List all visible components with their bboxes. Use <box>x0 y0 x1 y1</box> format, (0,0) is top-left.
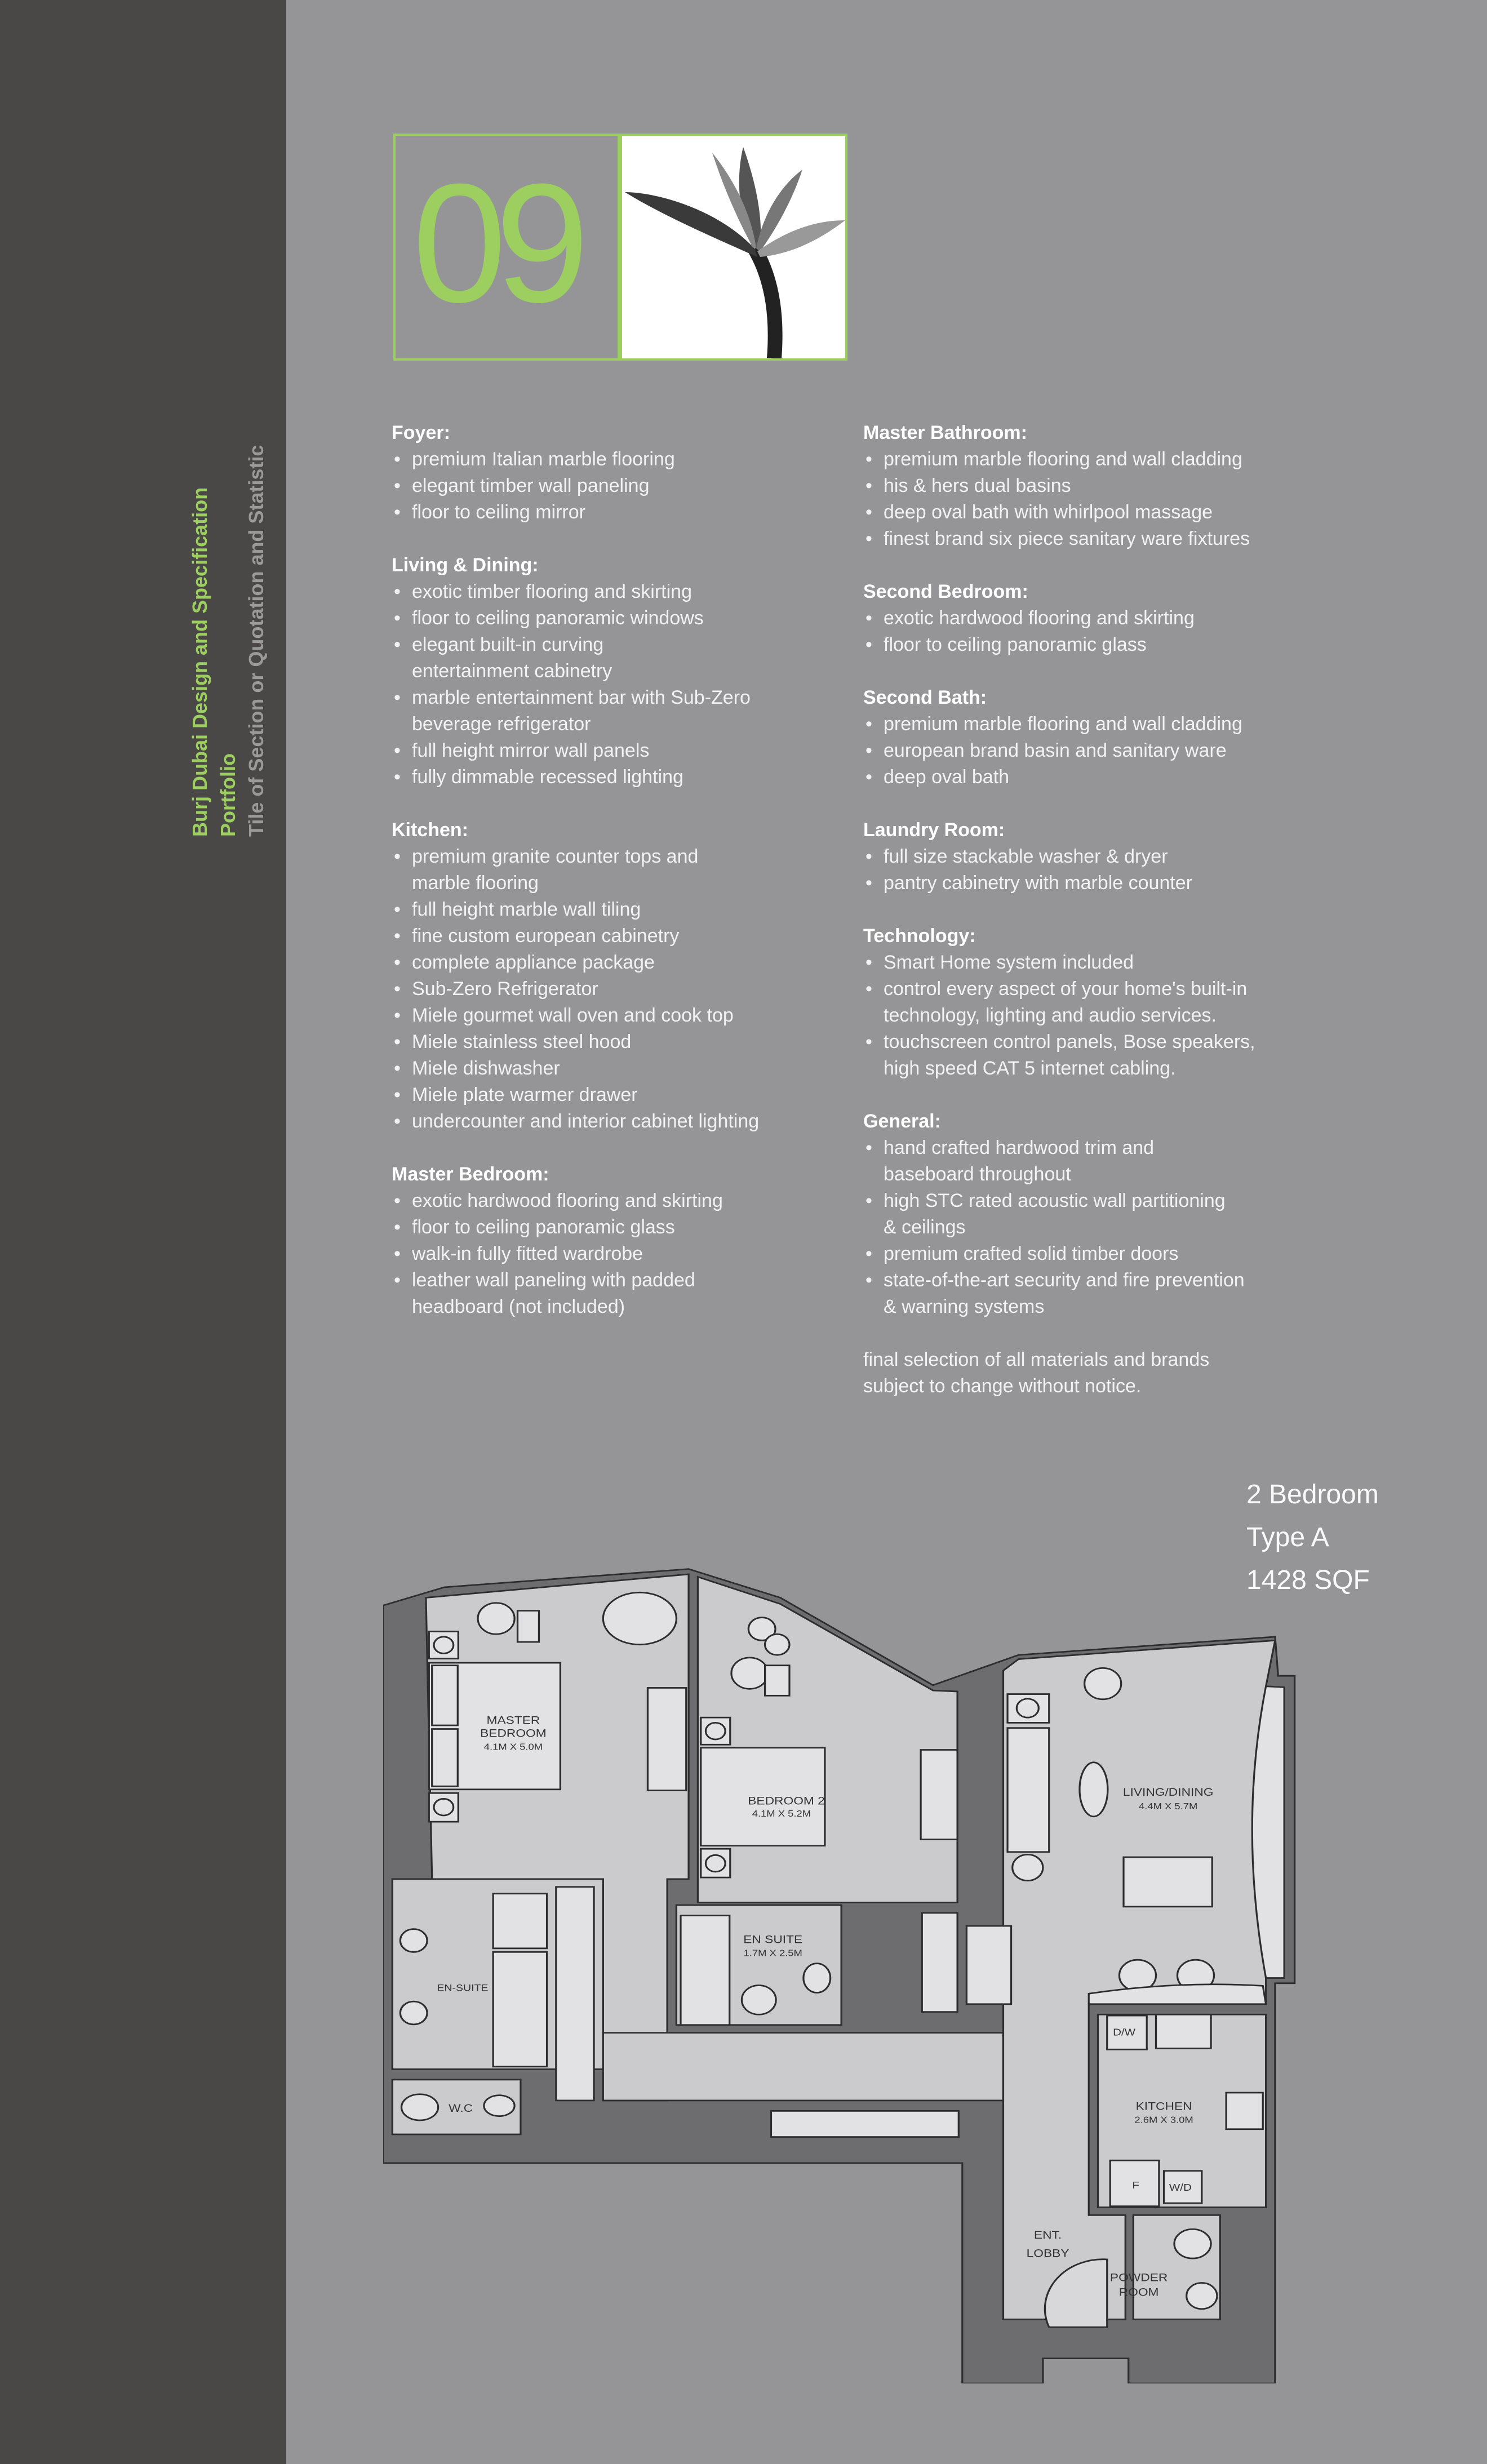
living-label: LIVING/DINING <box>1122 1786 1214 1799</box>
spec-item-text: hand crafted hardwood trim and baseboard throughout <box>884 1137 1155 1185</box>
spec-item <box>863 446 1291 473</box>
bullet-icon: • <box>394 1190 401 1211</box>
bullet-icon: • <box>394 1111 401 1132</box>
spec-item <box>863 1267 1291 1320</box>
bullet-icon: • <box>394 766 401 788</box>
bullet-icon: • <box>394 1269 401 1291</box>
unit-area: 1428 SQF <box>1246 1565 1370 1595</box>
bathtub <box>493 1952 547 2066</box>
spec-item-text: elegant timber wall paneling <box>412 475 650 496</box>
spec-item-text: fully dimmable recessed lighting <box>412 766 683 788</box>
bullet-icon: • <box>865 501 872 523</box>
spec-item <box>392 923 820 949</box>
spec-item-text: state-of-the-art security and fire prevention & warning systems <box>884 1269 1245 1317</box>
spec-item <box>863 1135 1291 1188</box>
sidebar <box>0 0 286 2464</box>
kitchen-label: KITCHEN <box>1135 2100 1192 2113</box>
spec-item <box>392 1267 820 1320</box>
bullet-icon: • <box>394 846 401 867</box>
spec-item-text: full height mirror wall panels <box>412 740 650 761</box>
spec-item <box>392 1214 820 1241</box>
spec-list <box>863 711 1291 791</box>
spec-section <box>863 1108 1291 1320</box>
fridge-label: F <box>1132 2180 1140 2191</box>
spec-item <box>392 473 820 499</box>
spec-item-text: Smart Home system included <box>884 952 1134 973</box>
en-suite-label: EN-SUITE <box>437 1982 489 1994</box>
spec-item <box>863 632 1291 658</box>
living-size: 4.4M X 5.7M <box>1138 1801 1198 1812</box>
spec-item-text: marble entertainment bar with Sub-Zero beverage refrigerator <box>412 687 751 735</box>
wc-label: W.C <box>449 2102 473 2115</box>
bullet-icon: • <box>865 952 872 973</box>
spec-list <box>392 1188 820 1320</box>
kitchen-size: 2.6M X 3.0M <box>1134 2115 1193 2125</box>
spec-item-text: deep oval bath <box>884 766 1010 788</box>
spec-item <box>392 1188 820 1214</box>
spec-heading: Second Bath: <box>863 687 987 708</box>
spec-section <box>863 685 1291 791</box>
spec-item <box>392 1029 820 1055</box>
spec-item <box>863 764 1291 791</box>
spec-item <box>863 1029 1291 1082</box>
bullet-icon: • <box>394 449 401 470</box>
spec-heading: General: <box>863 1111 941 1132</box>
master-bedroom-label-2: BEDROOM <box>480 1727 547 1739</box>
bedroom2-label: BEDROOM 2 <box>748 1795 825 1808</box>
bullet-icon: • <box>394 607 401 629</box>
spec-item <box>392 738 820 764</box>
flower-image <box>620 134 847 361</box>
bullet-icon: • <box>865 766 872 788</box>
bullet-icon: • <box>865 634 872 655</box>
spec-list <box>392 579 820 791</box>
master-bedroom-size: 4.1M X 5.0M <box>483 1742 543 1752</box>
spec-heading: Master Bathroom: <box>863 422 1027 443</box>
bullet-icon: • <box>865 846 872 867</box>
bullet-icon: • <box>394 1084 401 1106</box>
spec-section <box>392 817 820 1135</box>
spec-item-text: floor to ceiling panoramic windows <box>412 607 704 629</box>
spec-item <box>863 870 1291 896</box>
bullet-icon: • <box>865 740 872 761</box>
spec-list <box>863 949 1291 1082</box>
spec-item-text: pantry cabinetry with marble counter <box>884 872 1193 894</box>
spec-column-right <box>863 420 1291 1400</box>
bullet-icon: • <box>394 634 401 655</box>
bullet-icon: • <box>865 1243 872 1264</box>
section-number: 09 <box>412 148 578 338</box>
spec-item-text: Miele plate warmer drawer <box>412 1084 638 1106</box>
bullet-icon: • <box>865 475 872 496</box>
vertical-title <box>186 409 270 837</box>
bullet-icon: • <box>394 1005 401 1026</box>
bird-of-paradise-icon <box>622 136 845 358</box>
unit-type: Type A <box>1246 1522 1329 1552</box>
spec-heading: Second Bedroom: <box>863 581 1028 602</box>
spec-item <box>863 1188 1291 1241</box>
spec-list <box>392 446 820 526</box>
sofa <box>1007 1728 1049 1852</box>
spec-column-left <box>392 420 820 1347</box>
lobby-label-2: LOBBY <box>1026 2247 1069 2259</box>
spec-item <box>392 896 820 923</box>
bullet-icon: • <box>394 1217 401 1238</box>
bullet-icon: • <box>394 501 401 523</box>
spec-item-text: european brand basin and sanitary ware <box>884 740 1227 761</box>
spec-item <box>392 605 820 632</box>
spec-item-text: premium marble flooring and wall cladding <box>884 449 1242 470</box>
spec-item-text: exotic timber flooring and skirting <box>412 581 693 602</box>
spec-item-text: floor to ceiling mirror <box>412 501 585 523</box>
bullet-icon: • <box>865 528 872 549</box>
spec-list <box>863 446 1291 552</box>
spec-item <box>863 473 1291 499</box>
spec-section <box>392 1161 820 1320</box>
spec-item-text: full size stackable washer & dryer <box>884 846 1168 867</box>
master-tv-unit <box>647 1688 686 1790</box>
spec-item <box>392 632 820 685</box>
spec-item <box>392 976 820 1002</box>
spec-item-text: his & hers dual basins <box>884 475 1071 496</box>
bullet-icon: • <box>394 1243 401 1264</box>
section-subtitle: Tile of Section or Quotation and Statistic <box>245 445 268 837</box>
section-number-box <box>393 134 620 361</box>
disclaimer-note: final selection of all materials and brands subject to change without notice. <box>863 1349 1210 1397</box>
spec-item <box>863 949 1291 976</box>
bullet-icon: • <box>394 475 401 496</box>
spec-item-text: Miele dishwasher <box>412 1058 560 1079</box>
spec-heading: Laundry Room: <box>863 819 1005 841</box>
spec-item <box>863 738 1291 764</box>
spec-item <box>863 1241 1291 1267</box>
spec-item <box>392 579 820 605</box>
lobby-label: ENT. <box>1033 2229 1062 2241</box>
spec-item <box>392 1082 820 1108</box>
bullet-icon: • <box>394 581 401 602</box>
spec-item <box>863 526 1291 552</box>
spec-section <box>863 923 1291 1082</box>
spec-item-text: walk-in fully fitted wardrobe <box>412 1243 643 1264</box>
spec-list <box>863 605 1291 658</box>
spec-list <box>392 843 820 1135</box>
spec-item-text: premium granite counter tops and marble flooring <box>412 846 699 894</box>
bullet-icon: • <box>394 1058 401 1079</box>
spec-item <box>863 605 1291 632</box>
spec-item-text: premium crafted solid timber doors <box>884 1243 1179 1264</box>
spec-item-text: complete appliance package <box>412 952 655 973</box>
spec-section <box>392 420 820 526</box>
bullet-icon: • <box>865 713 872 735</box>
spec-item <box>392 949 820 976</box>
spec-item-text: premium marble flooring and wall cladding <box>884 713 1242 735</box>
bedroom-count: 2 Bedroom <box>1246 1480 1379 1510</box>
bullet-icon: • <box>865 872 872 894</box>
floor-plan <box>383 1566 1341 2383</box>
bullet-icon: • <box>865 1031 872 1053</box>
spec-item-text: control every aspect of your home's built-in technology, lighting and audio services. <box>884 978 1248 1026</box>
spec-item-text: Sub-Zero Refrigerator <box>412 978 598 1000</box>
bullet-icon: • <box>394 952 401 973</box>
spec-item-text: floor to ceiling panoramic glass <box>412 1217 675 1238</box>
spec-item <box>392 1055 820 1082</box>
bullet-icon: • <box>865 1190 872 1211</box>
spec-section <box>863 579 1291 658</box>
dishwasher-label: D/W <box>1113 2027 1136 2038</box>
spec-heading: Kitchen: <box>392 819 468 841</box>
spec-item <box>863 843 1291 870</box>
portfolio-title: Burj Dubai Design and Specification Portfolio <box>188 487 239 837</box>
spec-item-text: exotic hardwood flooring and skirting <box>412 1190 723 1211</box>
spec-item <box>863 499 1291 526</box>
spec-item-text: full height marble wall tiling <box>412 899 641 920</box>
spec-item-text: floor to ceiling panoramic glass <box>884 634 1147 655</box>
spec-item <box>863 976 1291 1029</box>
spec-heading: Master Bedroom: <box>392 1164 549 1185</box>
bullet-icon: • <box>865 607 872 629</box>
spec-list <box>863 843 1291 896</box>
dining-table <box>1124 1857 1212 1907</box>
bullet-icon: • <box>394 687 401 708</box>
spec-list <box>863 1135 1291 1320</box>
spec-item-text: undercounter and interior cabinet lighting <box>412 1111 760 1132</box>
spec-item-text: high STC rated acoustic wall partitioning & ceilings <box>884 1190 1226 1238</box>
spec-heading: Living & Dining: <box>392 554 539 576</box>
bullet-icon: • <box>394 978 401 1000</box>
spec-section <box>392 552 820 791</box>
spec-item <box>392 685 820 738</box>
spec-heading: Foyer: <box>392 422 450 443</box>
powder-room-label: POWDER <box>1109 2272 1168 2284</box>
en-suite2-size: 1.7M X 2.5M <box>743 1948 802 1959</box>
spec-item-text: Miele gourmet wall oven and cook top <box>412 1005 734 1026</box>
bedroom2-size: 4.1M X 5.2M <box>752 1809 811 1819</box>
washer-dryer-label: W/D <box>1169 2182 1192 2194</box>
spec-item-text: fine custom european cabinetry <box>412 925 680 947</box>
bullet-icon: • <box>865 1269 872 1291</box>
powder-room-label-2: ROOM <box>1118 2287 1159 2299</box>
spec-section <box>863 420 1291 552</box>
bullet-icon: • <box>394 925 401 947</box>
spec-item-text: exotic hardwood flooring and skirting <box>884 607 1195 629</box>
spec-item-text: touchscreen control panels, Bose speakers, high speed CAT 5 internet cabling. <box>884 1031 1255 1079</box>
spec-item <box>392 446 820 473</box>
spec-item-text: premium Italian marble flooring <box>412 449 675 470</box>
hallway <box>603 2033 1003 2101</box>
spec-item <box>392 1241 820 1267</box>
spec-item-text: finest brand six piece sanitary ware fixtures <box>884 528 1250 549</box>
spec-item-text: deep oval bath with whirlpool massage <box>884 501 1213 523</box>
master-bedroom-label: MASTER <box>486 1714 540 1726</box>
spec-heading: Technology: <box>863 925 976 947</box>
spec-item-text: leather wall paneling with padded headboard (not included) <box>412 1269 695 1317</box>
spec-item-text: Miele stainless steel hood <box>412 1031 632 1053</box>
bullet-icon: • <box>865 978 872 1000</box>
spec-item <box>392 843 820 896</box>
bullet-icon: • <box>865 449 872 470</box>
spec-item <box>392 499 820 526</box>
spec-item <box>392 1108 820 1135</box>
en-suite2-label: EN SUITE <box>743 1934 803 1946</box>
spec-item <box>392 764 820 791</box>
bullet-icon: • <box>865 1137 872 1158</box>
bullet-icon: • <box>394 740 401 761</box>
spec-section <box>863 817 1291 896</box>
spec-item <box>392 1002 820 1029</box>
bullet-icon: • <box>394 1031 401 1053</box>
spec-item-text: elegant built-in curving entertainment cabinetry <box>412 634 612 682</box>
spec-item <box>863 711 1291 738</box>
bullet-icon: • <box>394 899 401 920</box>
